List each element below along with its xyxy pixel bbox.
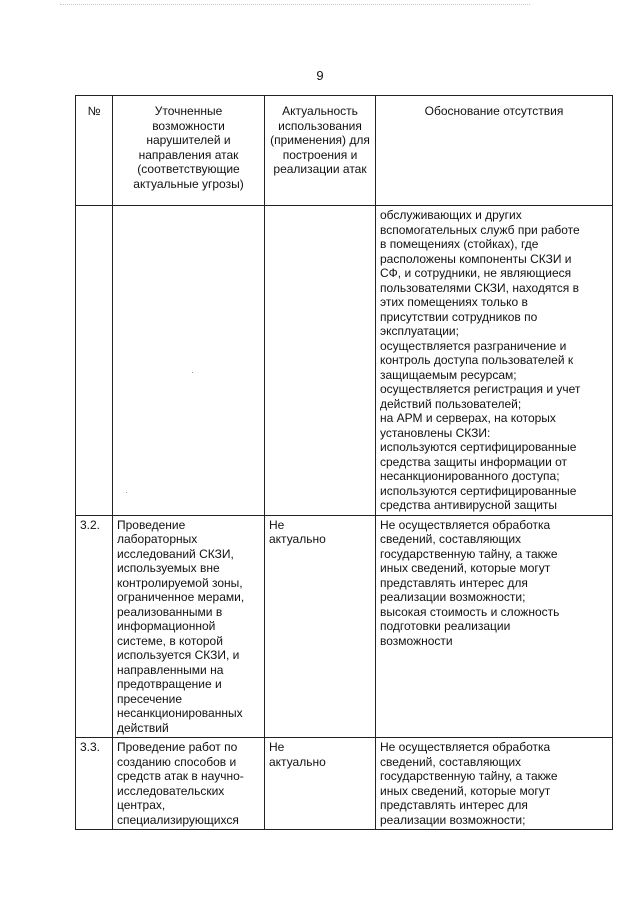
- text-line: реализации возможности;: [380, 590, 526, 604]
- justification-cell: [376, 738, 613, 830]
- text-line: актуально: [269, 532, 326, 546]
- text-line: несанкционированных: [117, 706, 243, 720]
- row-number-cell: [76, 206, 113, 516]
- text-line: действий: [117, 720, 169, 735]
- text-line: СФ, и сотрудники, не являющиеся: [380, 266, 572, 280]
- text-line: на АРМ и серверах, на которых: [380, 411, 556, 425]
- text-line: созданию способов и: [117, 754, 237, 769]
- text-line: государственную тайну, а также: [380, 769, 558, 783]
- text-line: осуществляется разграничение и: [380, 338, 567, 353]
- text-line: системе, в которой: [117, 633, 223, 648]
- text-line: установлены СКЗИ:: [380, 425, 491, 440]
- text-line: иных сведений, которые могут: [380, 561, 551, 575]
- text-line: эксплуатации;: [380, 324, 459, 338]
- scan-artifact-line: [60, 4, 530, 6]
- scan-speck: [192, 372, 193, 373]
- text-line: сведений, составляющих: [380, 532, 522, 546]
- header-number: №: [76, 96, 113, 206]
- text-line: Не осуществляется обработка: [380, 517, 551, 532]
- text-line: Не: [269, 517, 285, 532]
- text-line: используются сертифицированные: [380, 440, 577, 454]
- text-line: актуально: [269, 754, 326, 769]
- text-line: пресечение: [117, 691, 183, 706]
- text-line: представлять интерес для: [380, 798, 528, 812]
- text-line: реализованными в: [117, 604, 223, 619]
- text-line: ограниченное мерами,: [117, 590, 245, 604]
- capability-cell: [113, 515, 265, 738]
- table-header-row: [76, 96, 613, 206]
- header-justification: Обоснование отсутствия: [376, 96, 613, 206]
- table-row: [76, 206, 613, 516]
- text-line: специализирующихся: [117, 812, 239, 827]
- table-row: [76, 515, 613, 738]
- row-number-cell: 3.3.: [76, 738, 113, 830]
- text-line: предотвращение и: [117, 677, 222, 691]
- justification-cell: [376, 206, 613, 516]
- justification-cell: [376, 515, 613, 738]
- text-line: Проведение: [117, 517, 186, 532]
- text-line: возможности: [380, 633, 453, 648]
- text-line: осуществляется регистрация и учет: [380, 382, 581, 396]
- text-line: контроль доступа пользователей к: [380, 353, 574, 367]
- text-line: Не: [269, 740, 285, 754]
- text-line: защищаемым ресурсам;: [380, 367, 517, 382]
- relevance-cell: [265, 206, 376, 516]
- text-line: лабораторных: [117, 532, 198, 546]
- text-line: иных сведений, которые могут: [380, 783, 551, 798]
- text-line: центрах,: [117, 798, 166, 812]
- text-line: реализации возможности;: [380, 812, 526, 827]
- text-line: пользователями СКЗИ, находятся в: [380, 280, 579, 295]
- text-line: обслуживающих и других: [380, 208, 522, 222]
- text-line: средства антивирусной защиты: [380, 498, 558, 512]
- text-line: расположены компоненты СКЗИ и: [380, 251, 572, 266]
- text-line: государственную тайну, а также: [380, 546, 558, 561]
- text-line: используемых вне: [117, 561, 220, 575]
- threats-table: [75, 95, 613, 830]
- text-line: в помещениях (стойках), где: [380, 237, 539, 251]
- text-line: средства защиты информации от: [380, 454, 568, 469]
- header-relevance: Актуальность использования (применения) для построения и реализации атак: [265, 96, 376, 206]
- text-line: подготовки реализации: [380, 619, 511, 633]
- text-line: направленными на: [117, 662, 224, 677]
- header-capability: Уточненные возможности нарушителей и направления атак (соответствующие актуальные угрозы): [113, 96, 265, 206]
- text-line: используется СКЗИ, и: [117, 648, 240, 662]
- text-line: высокая стоимость и сложность: [380, 604, 560, 619]
- text-line: действий пользователей;: [380, 396, 522, 411]
- text-line: представлять интерес для: [380, 575, 528, 590]
- text-line: контролируемой зоны,: [117, 575, 243, 590]
- text-line: этих помещениях только в: [380, 295, 528, 309]
- text-line: присутствии сотрудников по: [380, 309, 538, 324]
- text-line: Не осуществляется обработка: [380, 740, 551, 754]
- capability-cell: [113, 206, 265, 516]
- text-line: средств атак в научно-: [117, 769, 244, 783]
- text-line: исследований СКЗИ,: [117, 546, 234, 561]
- relevance-cell: [265, 738, 376, 830]
- page-number: 9: [316, 68, 324, 83]
- text-line: несанкционированного доступа;: [380, 469, 560, 483]
- table-row: [76, 738, 613, 830]
- scan-speck: [126, 492, 127, 493]
- text-line: используются сертифицированные: [380, 483, 577, 498]
- capability-cell: [113, 738, 265, 830]
- text-line: сведений, составляющих: [380, 754, 522, 769]
- text-line: исследовательских: [117, 783, 225, 798]
- relevance-cell: [265, 515, 376, 738]
- row-number-cell: 3.2.: [76, 515, 113, 738]
- text-line: информационной: [117, 619, 216, 633]
- text-line: вспомогательных служб при работе: [380, 222, 580, 237]
- text-line: Проведение работ по: [117, 740, 238, 754]
